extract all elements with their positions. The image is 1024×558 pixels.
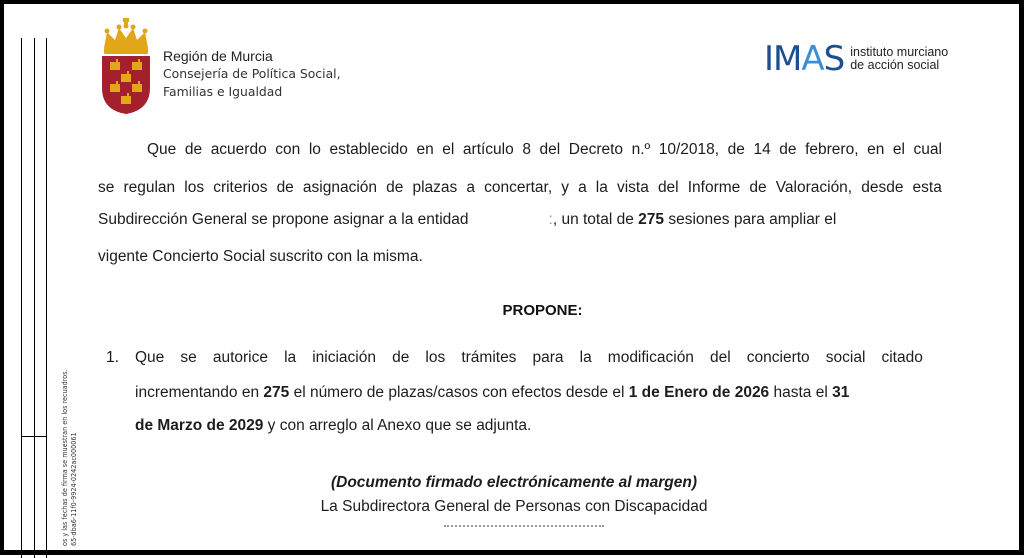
word: iniciación — [312, 349, 376, 366]
item-line-2 — [135, 384, 923, 402]
word: lo — [308, 141, 321, 158]
word: regulan — [123, 179, 176, 196]
end-date-rest: de Marzo de 2029 — [135, 417, 264, 434]
word: la — [579, 349, 592, 366]
paragraph-line-1 — [147, 141, 942, 159]
word: esta — [912, 179, 942, 196]
word: acuerdo — [210, 141, 267, 158]
word: los — [184, 179, 205, 196]
word: del — [539, 141, 561, 158]
paragraph-line-2 — [98, 179, 942, 197]
word: la — [595, 179, 608, 196]
word: el — [442, 141, 455, 158]
department-line-1: Consejería de Política Social, — [163, 66, 341, 81]
word: con — [275, 141, 301, 158]
word: para — [532, 349, 564, 366]
word: n.º — [631, 141, 651, 158]
word: citado — [881, 349, 923, 366]
word: concertar, — [484, 179, 553, 196]
word: desde — [861, 179, 904, 196]
item-line-2-hasta: hasta el — [769, 384, 833, 401]
word: se — [98, 179, 115, 196]
word: artículo — [462, 141, 514, 158]
places-count: 275 — [263, 384, 290, 401]
margin-line-1: os y las fechas de firma se muestran en los recuadros. — [60, 369, 69, 546]
word: Que — [147, 141, 177, 158]
word: a — [578, 179, 587, 196]
item-line-3-rest: y con arreglo al Anexo que se adjunta. — [263, 417, 532, 434]
paragraph-line-4: vigente Concierto Social suscrito con la misma. — [98, 248, 423, 265]
item-line-3 — [135, 417, 923, 435]
signer-role: La Subdirectora General de Personas con Discapacidad — [320, 498, 708, 515]
word: criterios — [213, 179, 268, 196]
word: social — [825, 349, 866, 366]
word: de — [276, 179, 294, 196]
imas-wordmark: IMAS — [764, 39, 845, 79]
word: y — [561, 179, 569, 196]
paragraph-line-3-end: sesiones para ampliar el — [664, 211, 837, 228]
word: febrero, — [805, 141, 859, 158]
word: Valoración, — [775, 179, 853, 196]
paragraph-line-3-mid: , un total de — [552, 211, 639, 228]
region-heading — [163, 47, 341, 101]
word: Decreto — [568, 141, 624, 158]
sessions-count: 275 — [638, 211, 665, 228]
word: Que — [135, 349, 165, 366]
word: los — [425, 349, 446, 366]
word: de — [184, 141, 203, 158]
word: se — [180, 349, 197, 366]
word: del — [710, 349, 731, 366]
word: del — [657, 179, 679, 196]
word: establecido — [329, 141, 408, 158]
word: Informe — [687, 179, 741, 196]
cut-off-text — [444, 525, 604, 533]
word: de — [779, 141, 797, 158]
end-date-day: 31 — [832, 384, 850, 401]
imas-logo — [764, 40, 948, 78]
item-line-2-mid: el número de plazas/casos con efectos desde el — [289, 384, 629, 401]
margin-line-2: 65-dba6-11f0-9924-0242ac000061 — [69, 432, 78, 546]
word: 8 — [522, 141, 531, 158]
paragraph-line-3: Subdirección General se propone asignar a la entidad :, un total de 275 sesiones para ampliar el — [98, 211, 837, 228]
start-date: 1 de Enero de 2026 — [628, 384, 770, 401]
region-murcia-coat-of-arms-icon — [98, 18, 154, 116]
word: modificación — [607, 349, 694, 366]
item-number: 1. — [106, 349, 119, 366]
region-title: Región de Murcia — [163, 48, 273, 64]
word: vista — [616, 179, 649, 196]
word: la — [284, 349, 297, 366]
word: asignación — [302, 179, 378, 196]
word: de — [727, 141, 745, 158]
word: de — [392, 349, 410, 366]
word: de — [749, 179, 767, 196]
item-line-2-start: incrementando en — [135, 384, 264, 401]
imas-line-1: instituto murciano — [850, 45, 949, 59]
propone-heading: PROPONE: — [502, 302, 583, 319]
department-line-2: Familias e Igualdad — [163, 84, 283, 99]
word: 14 — [753, 141, 771, 158]
word: trámites — [461, 349, 517, 366]
word: el — [892, 141, 905, 158]
word: cual — [913, 141, 942, 158]
word: de — [386, 179, 404, 196]
signature-note: (Documento firmado electrónicamente al margen) — [330, 474, 698, 491]
word: concierto — [746, 349, 810, 366]
word: plazas — [412, 179, 458, 196]
word: a — [466, 179, 475, 196]
word: 10/2018, — [658, 141, 720, 158]
imas-line-2: de acción social — [850, 58, 940, 72]
paragraph-line-3-start: Subdirección General se propone asignar a la entidad — [98, 211, 469, 228]
word: en — [867, 141, 885, 158]
word: en — [416, 141, 434, 158]
item-line-1 — [135, 349, 923, 367]
word: autorice — [212, 349, 268, 366]
